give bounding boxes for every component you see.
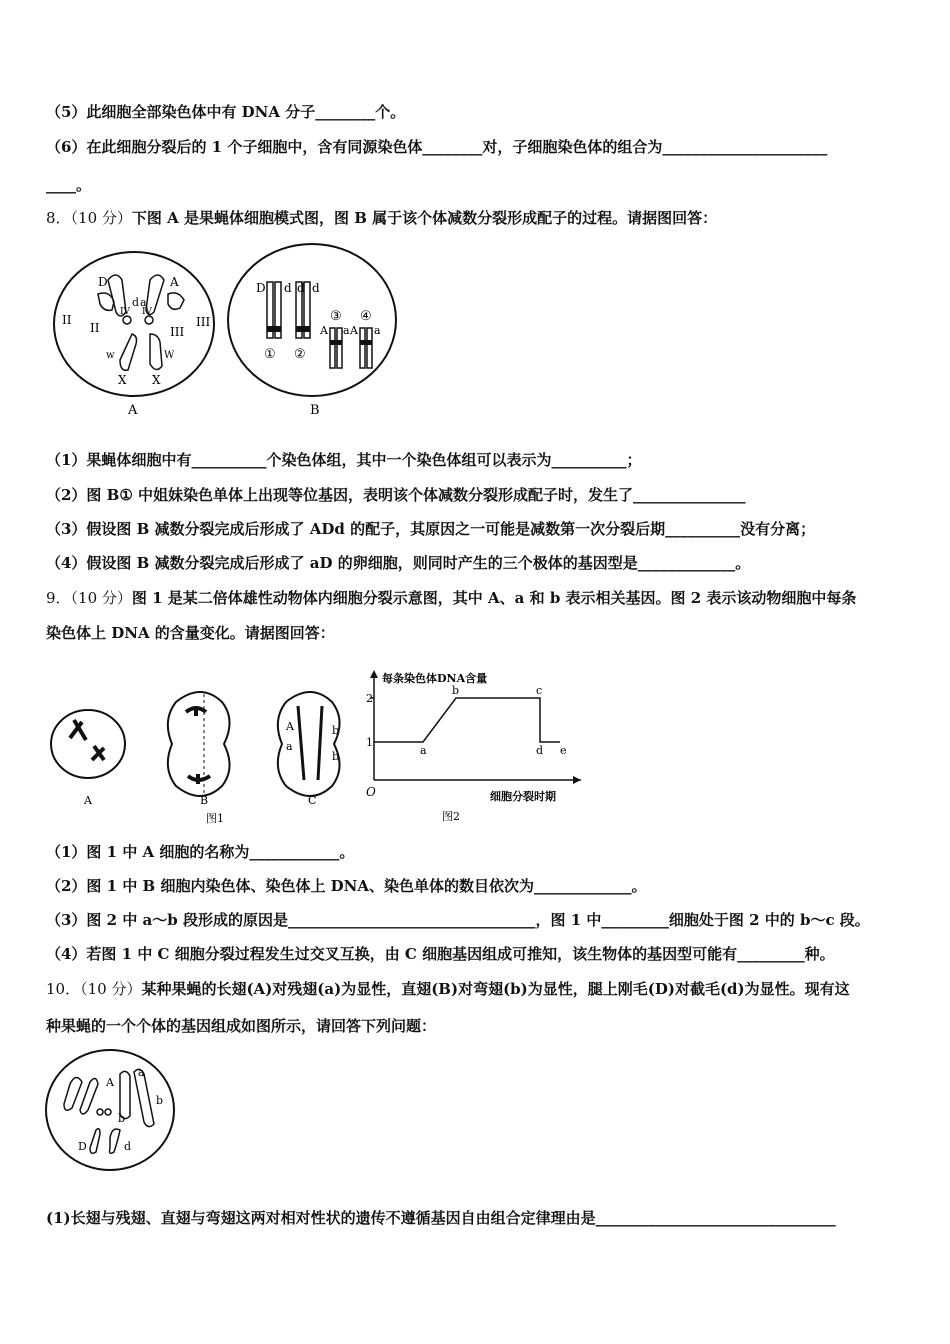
q8b-label-circle2: ② (294, 347, 306, 362)
q9-part1: （1）图 1 中 A 细胞的名称为____________。 (46, 843, 355, 861)
q9-fig2-origin: O (366, 785, 376, 799)
q9-fig2-point-c: c (536, 684, 543, 697)
q9-fig2-xlabel: 细胞分裂时期 (490, 790, 556, 803)
q8a-label-a: a (140, 296, 147, 309)
q7-part6-line1: （6）在此细胞分裂后的 1 个子细胞中，含有同源染色体________对，子细胞染色体的组合为______________________ (46, 138, 828, 156)
q9-fig2-point-d: d (536, 744, 544, 757)
q8a-label-IV-right: IV (142, 307, 153, 317)
q9-fig1-gene-b1: b (332, 724, 340, 737)
q9-fig2-tick-2: 2 (366, 692, 373, 705)
q8a-label-w: w (106, 350, 115, 361)
q10-number: 10．（10 分） (46, 980, 142, 998)
q10-stem-line2: 种果蝇的一个个体的基因组成如图所示，请回答下列问题： (46, 1017, 437, 1035)
q9-fig2-ylabel: 每条染色体DNA含量 (382, 672, 488, 685)
q8b-label-a1: a (343, 324, 350, 337)
q8a-label-W: W (164, 350, 175, 361)
q8b-label-A1: A (320, 324, 328, 337)
q9-fig2-point-e: e (560, 744, 567, 757)
q9-stem-text: 图 1 是某二倍体雄性动物体内细胞分裂示意图，其中 A、a 和 b 表示相关基因。图 2 表示该动物细胞中每条 (131, 589, 857, 607)
q9-fig1-cell-b-label: B (200, 794, 209, 807)
q10-fig-label-b1: b (118, 1112, 126, 1125)
q8-part2: （2）图 B① 中姐妹染色单体上出现等位基因，表明该个体减数分裂形成配子时，发生了_______________ (46, 486, 746, 504)
q10-stem (46, 979, 910, 999)
q9-fig1-cell-a-label: A (84, 794, 92, 807)
q10-fig-label-a: a (138, 1066, 145, 1079)
q9-fig1-gene-b2: b (332, 750, 340, 763)
q7-part5: （5）此细胞全部染色体中有 DNA 分子________个。 (46, 103, 406, 121)
q9-figure (46, 660, 596, 830)
q10-fig-label-D: D (78, 1140, 87, 1153)
q8-part1: （1）果蝇体细胞中有__________个染色体组，其中一个染色体组可以表示为__________； (46, 451, 642, 469)
q7-part6-line2: ____。 (46, 176, 92, 194)
q8-figure (50, 240, 410, 425)
q8-figure-a-caption: A (128, 403, 138, 418)
q9-number: 9．（10 分） (46, 589, 132, 607)
q8-part4: （4）假设图 B 减数分裂完成后形成了 aD 的卵细胞，则同时产生的三个极体的基因型是_____________。 (46, 554, 751, 572)
q9-figure-2 (366, 670, 581, 823)
q10-figure (42, 1044, 182, 1179)
q8-stem (46, 208, 910, 228)
q9-fig2-caption: 图2 (442, 810, 460, 823)
q8a-label-IV-left: IV (120, 307, 131, 317)
q8-stem-text: 下图 A 是果蝇体细胞模式图，图 B 属于该个体减数分裂形成配子的过程。请据图回答： (131, 209, 718, 227)
q9-fig1-caption: 图1 (206, 812, 224, 825)
q9-fig1-gene-A: A (286, 720, 294, 733)
q10-fig-label-d: d (124, 1140, 132, 1153)
q8a-label-A: A (170, 275, 179, 289)
q8b-label-a2: a (374, 324, 381, 337)
q10-fig-label-b2: b (156, 1094, 164, 1107)
q9-fig2-point-b: b (452, 684, 460, 697)
q8-part3: （3）假设图 B 减数分裂完成后形成了 ADd 的配子，其原因之一可能是减数第一次分裂后期__________没有分离； (46, 520, 816, 538)
q8b-label-d3: d (312, 281, 320, 295)
q8-number: 8．（10 分） (46, 209, 132, 227)
q10-fig-label-A: A (106, 1076, 114, 1089)
q9-fig1-cell-c-label: C (308, 794, 317, 807)
q8-figure-b (228, 244, 396, 418)
q10-stem-text: 某种果蝇的长翅(A)对残翅(a)为显性，直翅(B)对弯翅(b)为显性，腿上刚毛(D)对截毛(d)为显性。现有这 (141, 980, 850, 998)
q8-figure-b-caption: B (310, 403, 320, 418)
q8a-label-II-left: II (62, 313, 72, 327)
q9-fig2-point-a: a (420, 744, 427, 757)
q8b-label-circle3: ③ (330, 309, 342, 324)
q8a-label-d: d (132, 296, 140, 309)
q8a-label-II-right: II (90, 321, 100, 335)
q8b-label-D: D (256, 281, 266, 295)
q9-part4: （4）若图 1 中 C 细胞分裂过程发生过交叉互换，由 C 细胞基因组成可推知，该生物体的基因型可能有_________种。 (46, 945, 835, 963)
q8a-label-D: D (98, 275, 108, 289)
q9-figure-1 (51, 692, 340, 825)
q9-stem (46, 588, 910, 608)
q8b-label-d1: d (284, 281, 292, 295)
q8-figure-a (54, 252, 214, 418)
q8b-label-d2: d (297, 281, 305, 295)
q8a-label-X-right: X (152, 373, 161, 387)
q8b-label-circle1: ① (264, 347, 276, 362)
q8a-label-III-right: III (196, 315, 211, 329)
q8a-label-III-left: III (170, 325, 185, 339)
q8a-label-X-left: X (118, 373, 127, 387)
q9-part3: （3）图 2 中 a～b 段形成的原因是_________________________________，图 1 中_________细胞处于图 2 中的 b～c 段。 (46, 911, 870, 929)
q9-part2: （2）图 1 中 B 细胞内染色体、染色体上 DNA、染色单体的数目依次为_____________。 (46, 877, 647, 895)
q8b-label-A2: A (350, 324, 358, 337)
q9-fig2-tick-1: 1 (366, 736, 373, 749)
q9-stem-line2: 染色体上 DNA 的含量变化。请据图回答： (46, 624, 335, 642)
q10-part1: (1)长翅与残翅、直翅与弯翅这两对相对性状的遗传不遵循基因自由组合定律理由是________________________________ (46, 1209, 836, 1227)
q9-fig1-gene-a: a (286, 740, 293, 753)
q8b-label-circle4: ④ (360, 309, 372, 324)
